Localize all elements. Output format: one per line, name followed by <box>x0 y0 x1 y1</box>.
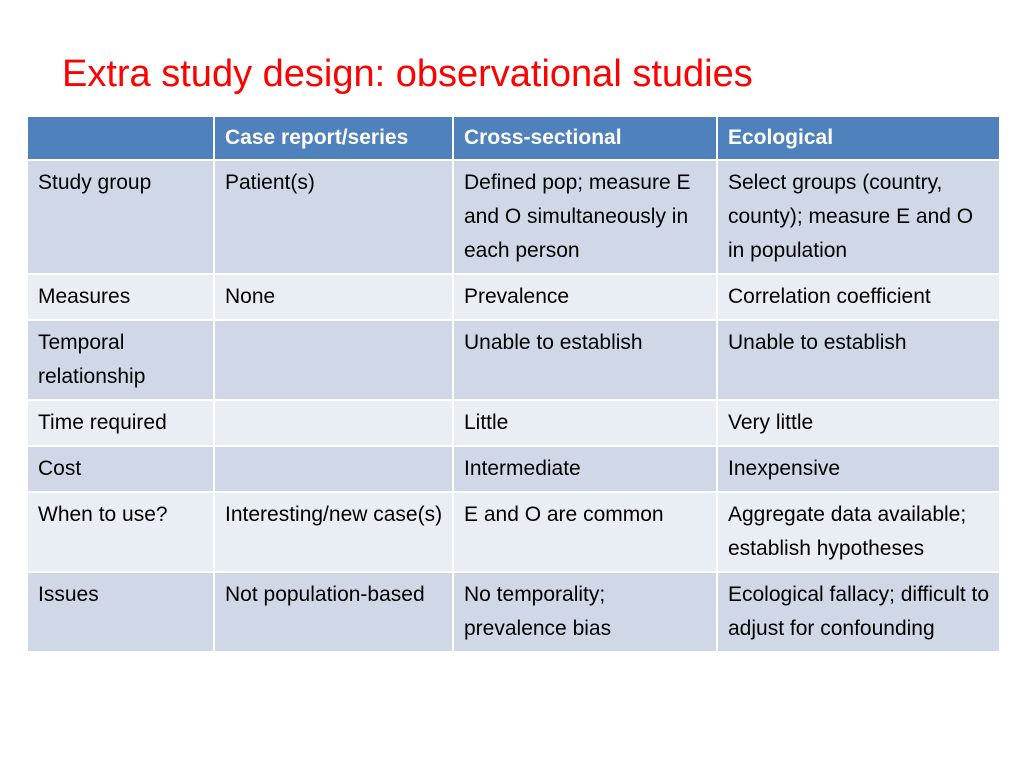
row-label: Time required <box>27 400 214 446</box>
table-cell: E and O are common <box>453 492 717 572</box>
table-cell <box>214 320 453 400</box>
table-row <box>27 274 1000 320</box>
table-cell <box>214 400 453 446</box>
table-row <box>27 160 1000 274</box>
table-cell: Ecological fallacy; difficult to adjust for confounding <box>717 572 1000 652</box>
row-label: Cost <box>27 446 214 492</box>
row-label: When to use? <box>27 492 214 572</box>
table-row <box>27 400 1000 446</box>
table-cell: Inexpensive <box>717 446 1000 492</box>
row-label: Temporal relationship <box>27 320 214 400</box>
table-cell: Unable to establish <box>453 320 717 400</box>
header-cell-ecological: Ecological <box>717 116 1000 160</box>
table-cell: Little <box>453 400 717 446</box>
table-cell: None <box>214 274 453 320</box>
table-row <box>27 492 1000 572</box>
table-row <box>27 446 1000 492</box>
table-cell: Unable to establish <box>717 320 1000 400</box>
table-cell: No temporality; prevalence bias <box>453 572 717 652</box>
table-row <box>27 572 1000 652</box>
table-cell: Defined pop; measure E and O simultaneously in each person <box>453 160 717 274</box>
row-label: Study group <box>27 160 214 274</box>
table-cell: Prevalence <box>453 274 717 320</box>
table-row <box>27 320 1000 400</box>
header-cell-case-report: Case report/series <box>214 116 453 160</box>
header-cell-empty <box>27 116 214 160</box>
study-design-table <box>26 115 1001 653</box>
table-cell: Patient(s) <box>214 160 453 274</box>
table-cell: Correlation coefficient <box>717 274 1000 320</box>
table-header-row <box>27 116 1000 160</box>
table-cell: Aggregate data available; establish hypotheses <box>717 492 1000 572</box>
table-cell: Very little <box>717 400 1000 446</box>
slide-title: Extra study design: observational studies <box>62 53 753 95</box>
table-cell: Not population-based <box>214 572 453 652</box>
table-cell <box>214 446 453 492</box>
table-cell: Intermediate <box>453 446 717 492</box>
row-label: Issues <box>27 572 214 652</box>
table-cell: Select groups (country, county); measure E and O in population <box>717 160 1000 274</box>
row-label: Measures <box>27 274 214 320</box>
table-cell: Interesting/new case(s) <box>214 492 453 572</box>
header-cell-cross-sectional: Cross-sectional <box>453 116 717 160</box>
